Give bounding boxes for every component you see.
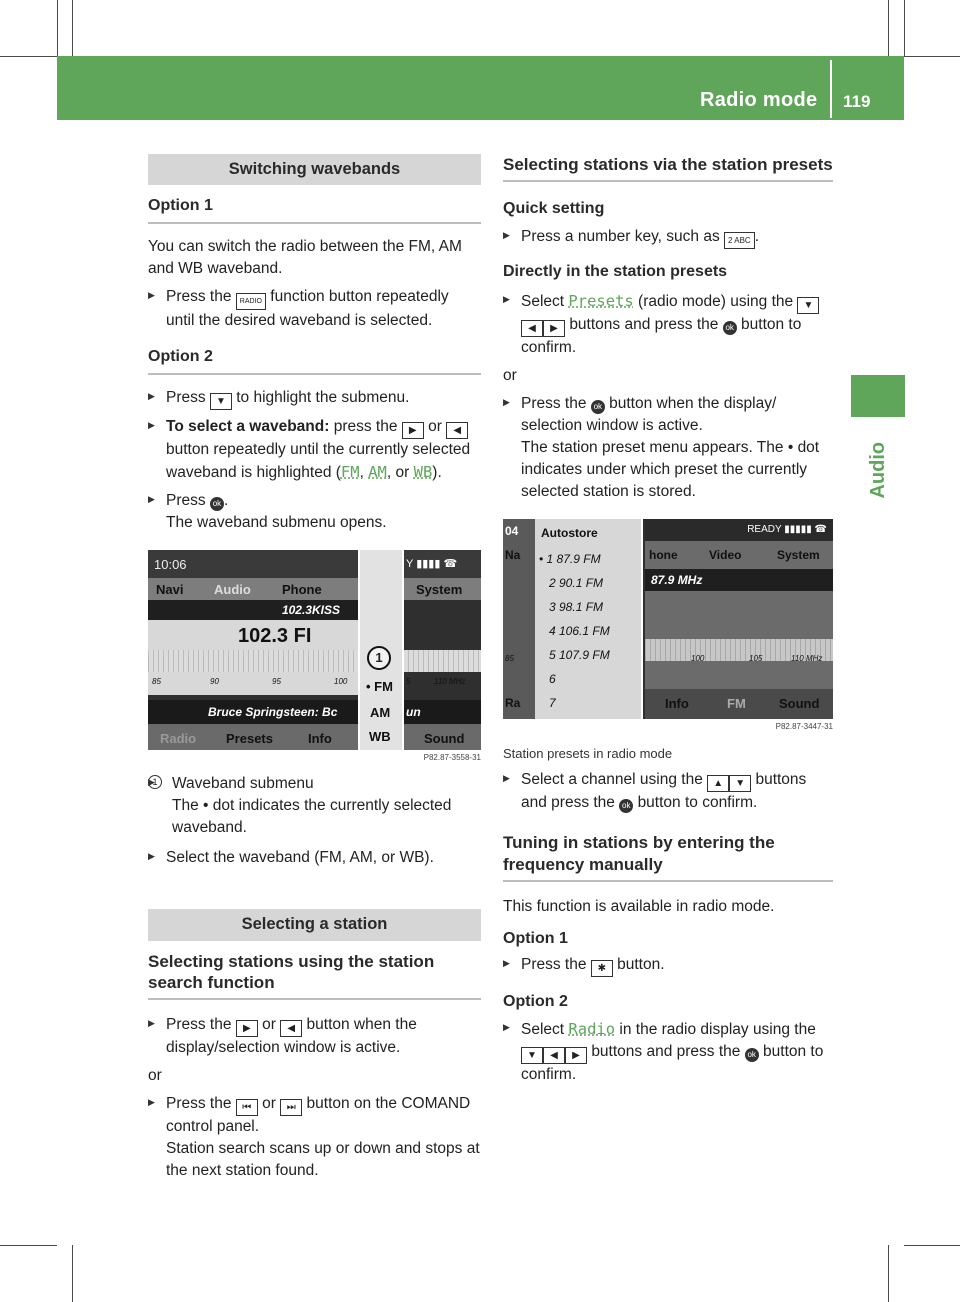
preset-list: [535, 519, 643, 719]
callout-description: ▶ 1 Waveband submenu The • dot indicates the currently selected waveband.: [148, 773, 481, 839]
radio-key-icon: RADIO: [236, 293, 266, 310]
instruction-step: ▶ Press the ⏮ or ⏭ button on the COMAND control panel. Station search scans up or down and stops at the next station found.: [148, 1093, 481, 1182]
arrow-down-key-icon: ▼: [797, 297, 819, 314]
section-heading: Switching wavebands: [148, 154, 481, 185]
page-number: 119: [843, 92, 871, 111]
arrow-down-key-icon: ▼: [210, 393, 232, 410]
tick-label: 100: [691, 654, 705, 664]
autostore-item: Autostore: [541, 526, 598, 541]
instruction-step: ▶ Press the ✱ button.: [503, 954, 833, 977]
skip-back-key-icon: ⏮: [236, 1099, 258, 1116]
crop-mark: [72, 1245, 73, 1302]
channel-fragment: 04: [505, 524, 519, 539]
display-text-radio: Radio: [568, 1019, 616, 1038]
instruction-step: ▶ To select a waveband: press the ▶ or ◀ button repeatedly until the currently selected waveband is highlighted (FM, AM, or WB).: [148, 416, 481, 484]
skip-forward-key-icon: ⏭: [280, 1099, 302, 1116]
option-heading: Option 1: [503, 929, 568, 947]
preset-item: 7: [549, 696, 556, 711]
section-heading: Selecting a station: [148, 909, 481, 940]
ok-button-icon: ok: [723, 321, 737, 335]
now-playing: Bruce Springsteen: Bc un: [148, 700, 481, 724]
ok-button-icon: ok: [745, 1048, 759, 1062]
preset-item: 2 90.1 FM: [549, 576, 604, 591]
crop-mark: [57, 0, 58, 56]
station-frequency: 102.3 FI: [238, 624, 312, 647]
instruction-step: ▶ Press the RADIO function button repeatedly until the desired waveband is selected.: [148, 286, 481, 332]
option-heading: Option 1: [148, 195, 481, 224]
chapter-tab: [851, 375, 905, 417]
right-column: [503, 150, 833, 1086]
station-frequency: 87.9 MHz: [645, 569, 833, 591]
screen-status-icons: Y ▮▮▮▮ ☎: [406, 557, 458, 570]
arrow-up-key-icon: ▲: [707, 775, 729, 792]
display-text-wb: WB: [413, 462, 433, 481]
display-text-presets: Presets: [568, 292, 634, 311]
arrow-right-key-icon: ▶: [236, 1020, 258, 1037]
station-name: 102.3KISS: [148, 600, 358, 620]
ok-button-icon: ok: [619, 799, 633, 813]
preset-item: 6: [549, 672, 556, 687]
menu-fragment: Na: [505, 548, 521, 563]
frequency-scale: [148, 650, 481, 672]
arrow-left-key-icon: ◀: [280, 1020, 302, 1037]
instruction-step: ▶ Press a number key, such as 2 ABC .: [503, 226, 833, 249]
display-text-am: AM: [368, 462, 387, 481]
tick-label: 100: [334, 676, 348, 686]
crop-mark: [904, 1245, 960, 1246]
crop-mark: [0, 1245, 57, 1246]
tick-label: 105: [749, 654, 763, 664]
bottom-sound: Sound: [424, 730, 465, 746]
arrow-left-key-icon: ◀: [543, 1047, 565, 1064]
crop-mark: [72, 0, 73, 56]
subsection-heading: Directly in the station presets: [503, 263, 728, 281]
waveband-fm: • FM: [366, 678, 393, 694]
arrow-left-key-icon: ◀: [446, 422, 468, 439]
menu-system: System: [777, 548, 820, 563]
or-separator: or: [148, 1067, 162, 1085]
bottom-fm: FM: [727, 696, 746, 712]
instruction-step: ▶ Press ok . The waveband submenu opens.: [148, 490, 481, 534]
menu-navi: Navi: [156, 581, 184, 597]
instruction-step: ▶ Press ▼ to highlight the submenu.: [148, 387, 481, 410]
chapter-label: Audio: [866, 441, 889, 499]
instruction-step: ▶ Select Presets (radio mode) using the ▼◀ ▶ buttons and press the ok button to confirm.: [503, 290, 833, 359]
option-heading: Option 2: [148, 346, 481, 375]
bottom-presets: Presets: [226, 730, 273, 746]
menu-video: Video: [709, 548, 742, 563]
waveband-am: AM: [370, 704, 391, 720]
instruction-step: ▶ Select Radio in the radio display using the ▼ ◀ ▶ buttons and press the ok button to confirm.: [503, 1018, 833, 1086]
preset-item: 5 107.9 FM: [549, 648, 610, 663]
number-2-key-icon: 2 ABC: [724, 232, 755, 249]
instruction-step: ▶ Press the ok button when the display/ selection window is active. The station preset menu appears. The • dot indicates under which preset the currently selected station is stored.: [503, 393, 833, 503]
arrow-right-key-icon: ▶: [543, 320, 565, 337]
bottom-fragment: Ra: [505, 696, 521, 711]
radio-screen-presets: [503, 519, 833, 719]
callout-marker: 1: [367, 646, 391, 670]
subsection-heading: Selecting stations using the station search function: [148, 951, 481, 1001]
bottom-sound: Sound: [779, 696, 820, 712]
tick-fragment: 85: [505, 654, 514, 664]
paragraph: This function is available in radio mode.: [503, 897, 775, 915]
instruction-step: ▶ Select a channel using the ▲ ▼ buttons and press the ok button to confirm.: [503, 769, 833, 814]
crop-mark: [888, 0, 889, 56]
preset-item: 3 98.1 FM: [549, 600, 604, 615]
crop-mark: [888, 1245, 889, 1302]
bottom-info: Info: [665, 696, 689, 712]
tick-label: 110 MHz: [434, 676, 466, 686]
menu-phone: hone: [649, 548, 678, 563]
paragraph: You can switch the radio between the FM, AM and WB waveband.: [148, 238, 462, 278]
crop-mark: [904, 56, 960, 57]
header-divider: [830, 60, 832, 118]
option-heading: Option 2: [503, 993, 568, 1011]
radio-screen-waveband: [148, 550, 481, 750]
bottom-info: Info: [308, 730, 332, 746]
arrow-right-key-icon: ▶: [402, 422, 424, 439]
ok-button-icon: ok: [210, 497, 224, 511]
left-column: [148, 150, 481, 1182]
preset-item: • 1 87.9 FM: [539, 552, 601, 567]
callout-number: ▶ 1: [148, 775, 162, 789]
arrow-right-key-icon: ▶: [565, 1047, 587, 1064]
crop-mark: [904, 0, 905, 56]
crop-mark: [0, 56, 57, 57]
instruction-step: ▶ Select the waveband (FM, AM, or WB).: [148, 847, 481, 869]
image-reference: P82.87-3447-31: [775, 722, 833, 732]
tick-label: 95: [272, 676, 281, 686]
subsection-heading: Quick setting: [503, 199, 605, 217]
clock: 10:06: [154, 556, 187, 572]
tick-label: 5: [406, 676, 411, 686]
bottom-radio: Radio: [160, 730, 197, 746]
instruction-step: ▶ Press the ▶ or ◀ button when the display/selection window is active.: [148, 1014, 481, 1059]
arrow-left-key-icon: ◀: [521, 320, 543, 337]
menu-phone: Phone: [282, 581, 322, 597]
tick-label: 90: [210, 676, 219, 686]
section-heading: Selecting stations via the station presets: [503, 154, 833, 182]
preset-item: 4 106.1 FM: [549, 624, 610, 639]
tick-label: 85: [152, 676, 161, 686]
menu-audio: Audio: [214, 581, 251, 597]
menu-system: System: [416, 581, 463, 597]
direct-frequency-key-icon: ✱: [591, 960, 613, 977]
image-reference: P82.87-3558-31: [423, 752, 481, 762]
tick-label: 110 MHz: [791, 654, 823, 664]
arrow-down-key-icon: ▼: [521, 1047, 543, 1064]
arrow-down-key-icon: ▼: [729, 775, 751, 792]
or-separator: or: [503, 367, 517, 385]
section-heading: Tuning in stations by entering the frequency manually: [503, 832, 833, 882]
screen-left-strip: [503, 519, 535, 719]
section-title: Radio mode: [700, 89, 818, 111]
display-text-fm: FM: [340, 462, 360, 481]
screen-status-bar: READY ▮▮▮▮▮ ☎: [645, 519, 833, 541]
figure-caption: Station presets in radio mode: [503, 745, 673, 761]
waveband-wb: WB: [369, 728, 391, 744]
ok-button-icon: ok: [591, 400, 605, 414]
